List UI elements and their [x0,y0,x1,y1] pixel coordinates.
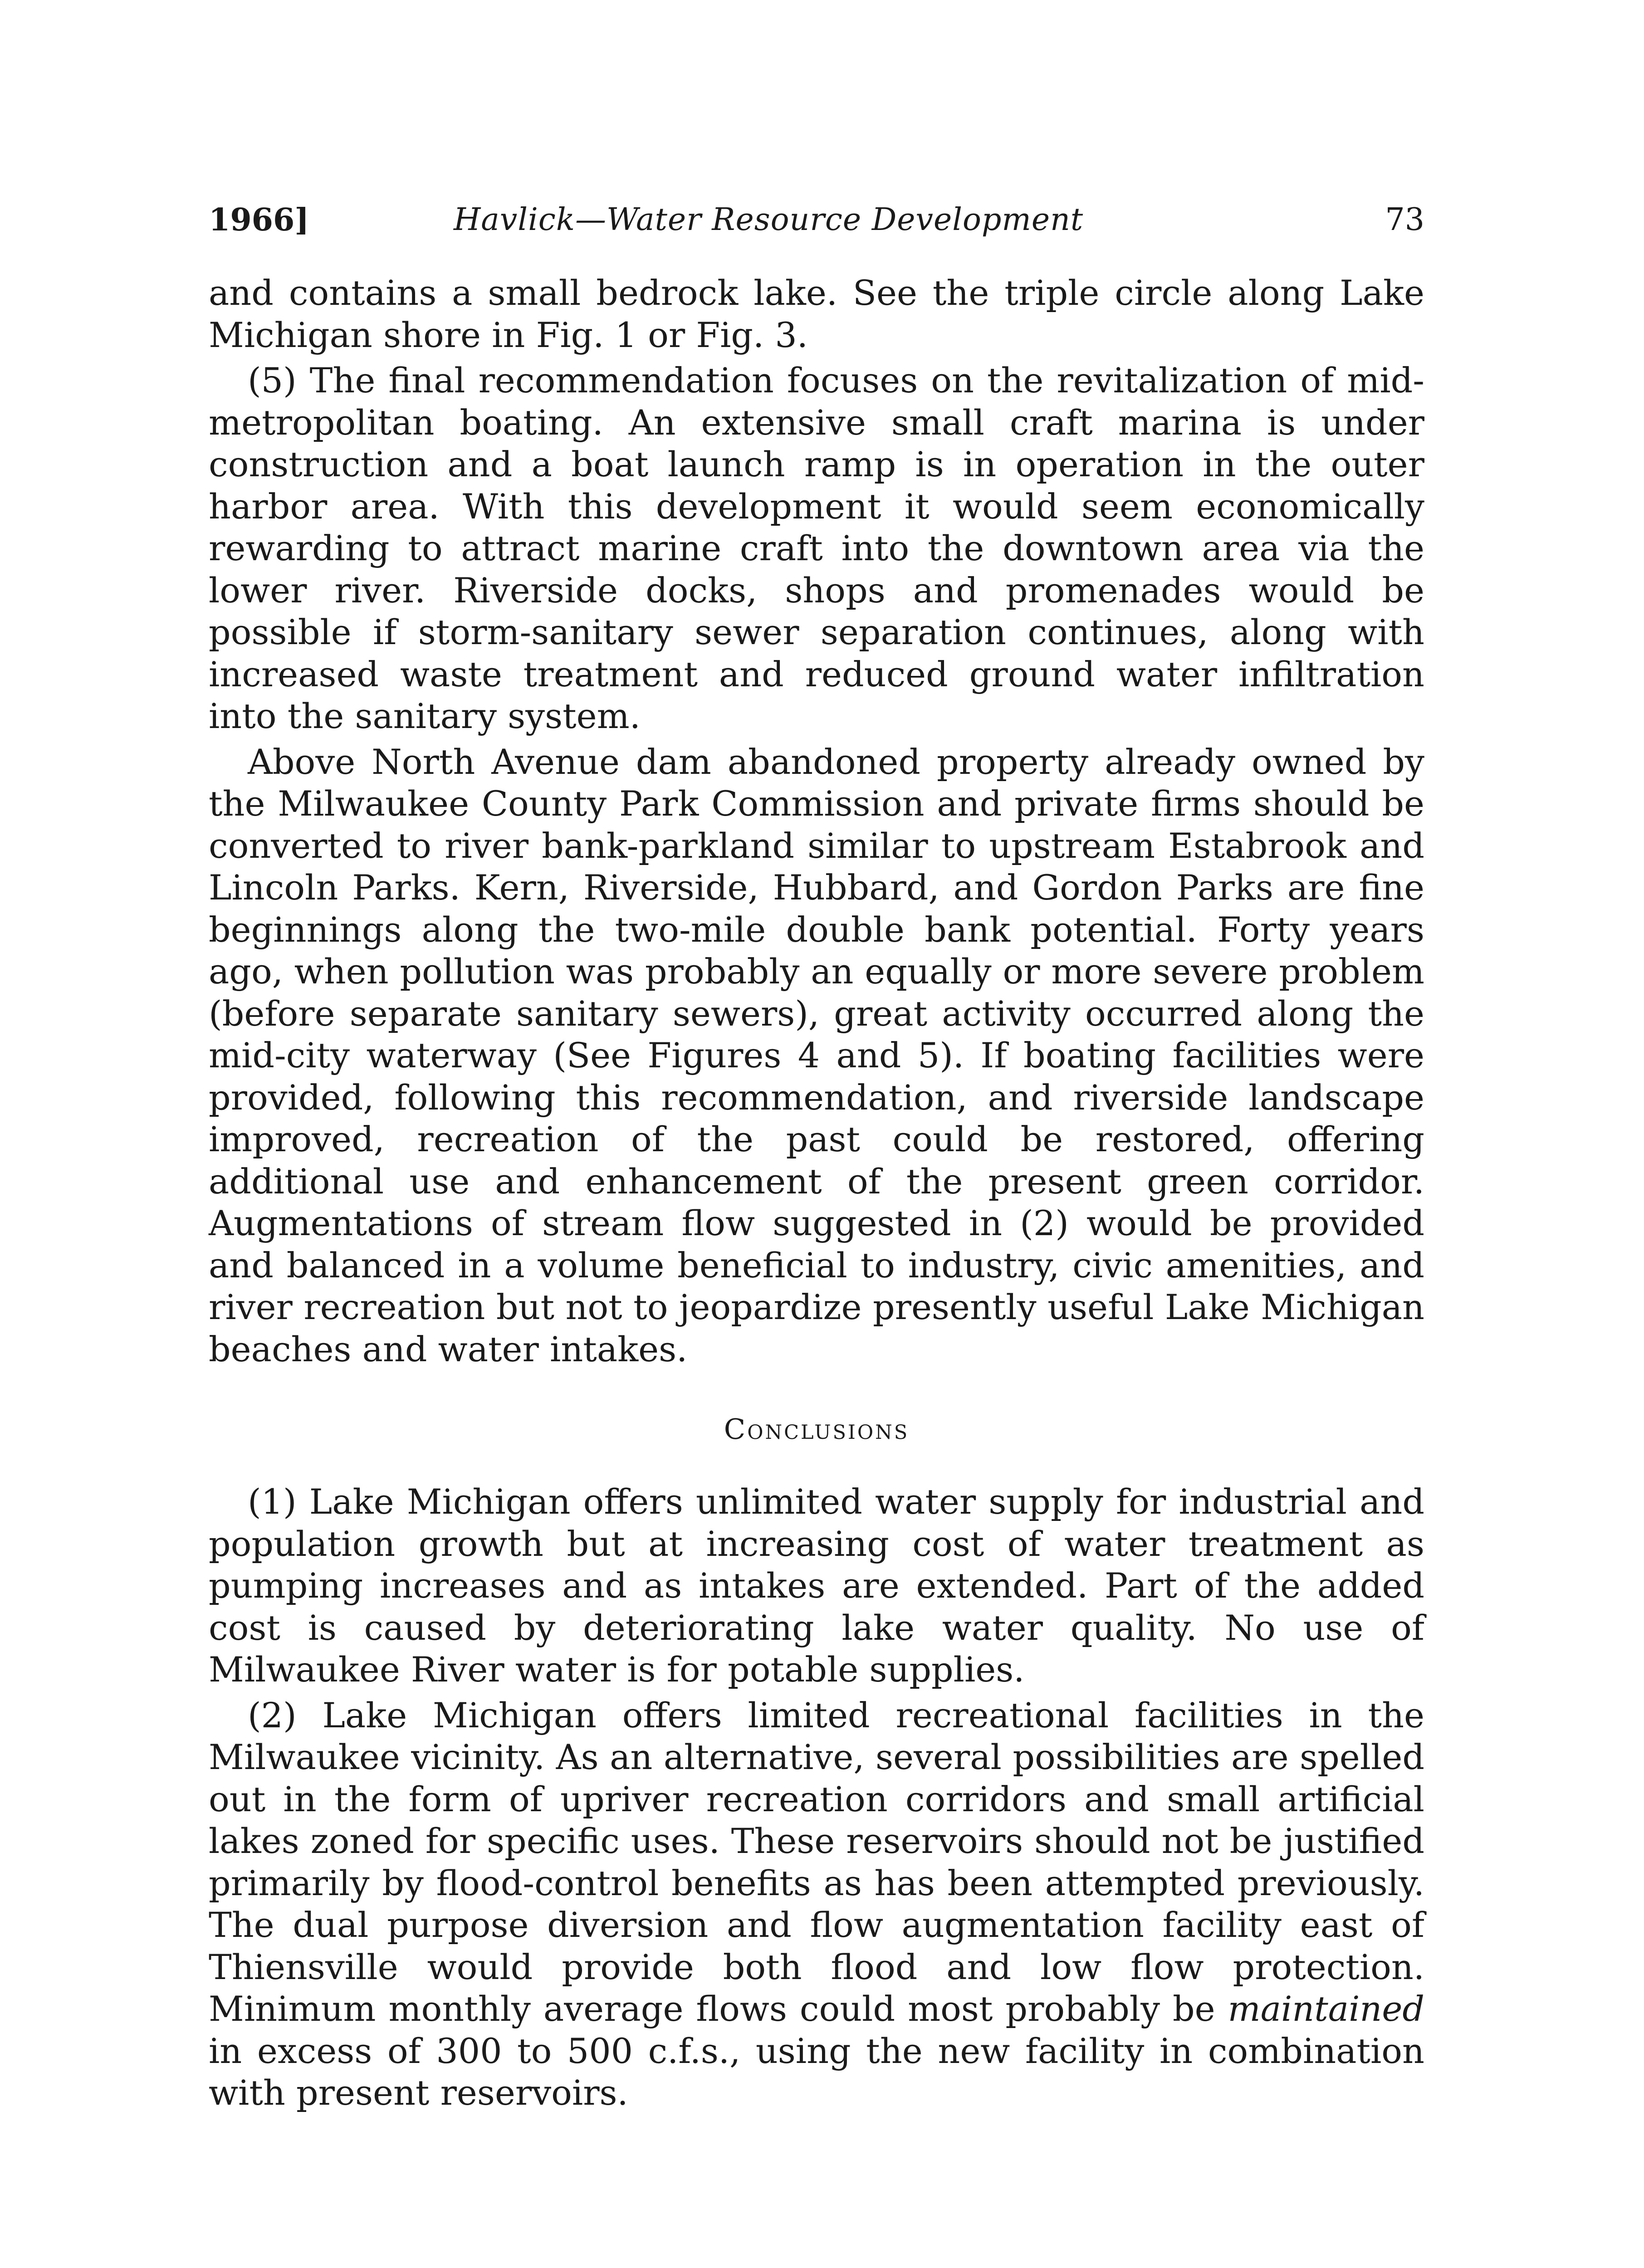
page [209,200,1424,2114]
running-head [209,200,1424,240]
conclusions-body [209,1481,1424,2114]
conclusion-2 [209,1695,1424,2114]
conclusion-1: (1) Lake Michigan offers unlimited water supply for industrial and population growth but at increasing cost of water treatment as pumping increases and as intakes are extended. Part of the added cost is caused by deteriorating lake water quality. No use of Milwaukee River water is for potable supplies. [209,1481,1424,1690]
paragraph-north-avenue-dam: Above North Avenue dam abandoned property already owned by the Milwaukee County Park Commission and private firms should be converted to river bank-parkland similar to upstream Estabrook and Lincoln Parks. Kern, Riverside, Hubbard, and Gordon Parks are fine beginnings along the two-mile double bank potential. Forty years ago, when pollution was probably an equally or more severe problem (before separate sanitary sewers), great activity occurred along the mid-city waterway (See Figures 4 and 5). If boating facilities were provided, following this recommendation, and riverside landscape improved, recreation of the past could be restored, offering additional use and enhancement of the present green corridor. Augmentations of stream flow suggested in (2) would be provided and balanced in a volume beneficial to industry, civic amenities, and river recreation but not to jeopardize presently useful Lake Michigan beaches and water intakes. [209,741,1424,1369]
running-head-title: Havlick—Water Resource Development [454,202,1084,238]
conclusion-2-text-b: in excess of 300 to 500 c.f.s., using the new facility in combination with present reservoirs. [209,2030,1424,2113]
article-body [209,272,1424,1370]
running-head-year: 1966] [209,202,309,238]
conclusion-2-italic: maintained [1228,1989,1424,2029]
section-heading-conclusions: Conclusions [724,1413,910,1446]
conclusion-2-text-a: (2) Lake Michigan offers limited recreational facilities in the Milwaukee vicinity. As an alternative, several possibilities are spelled out in the form of upriver recreation corridors and small artificial lakes zoned for specific uses. These reservoirs should not be justified primarily by flood-control benefits as has been attempted previously. The dual purpose diversion and flow augmentation facility east of Thiensville would provide both flood and low flow protection. Minimum monthly average flows could most probably be [209,1695,1424,2029]
paragraph-recommendation-5: (5) The final recommendation focuses on the revitalization of mid-metropolitan boating. An extensive small craft marina is under construction and a boat launch ramp is in operation in the outer harbor area. With this development it would seem economically rewarding to attract marine craft into the downtown area via the lower river. Riverside docks, shops and promenades would be possible if storm-sanitary sewer separation continues, along with increased waste treatment and reduced ground water infiltration into the sanitary system. [209,360,1424,736]
page-number: 73 [1385,202,1424,238]
paragraph-continuation: and contains a small bedrock lake. See the triple circle along Lake Michigan shore in Fig. 1 or Fig. 3. [209,273,1424,355]
